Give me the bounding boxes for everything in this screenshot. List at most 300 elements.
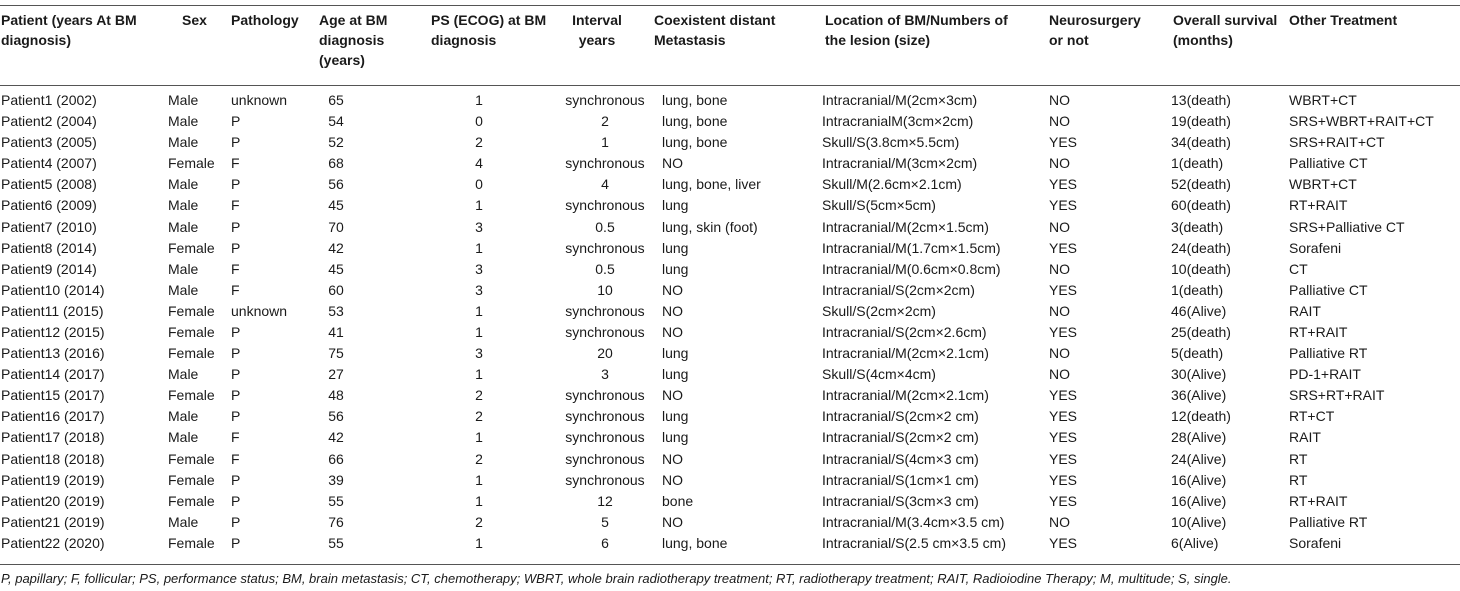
cell-treatment: RT+RAIT	[1289, 492, 1348, 509]
cell-location: Intracranial/M(2cm×1.5cm)	[822, 218, 989, 235]
cell-survival: 30(Alive)	[1171, 366, 1227, 383]
cell-age: 60	[328, 281, 344, 298]
cell-survival: 46(Alive)	[1171, 302, 1227, 319]
table-row	[0, 385, 1460, 406]
cell-pathology: P	[231, 387, 241, 404]
cell-sex: Male	[168, 366, 199, 383]
cell-ps-ecog: 1	[475, 197, 483, 214]
cell-interval: 2	[601, 113, 609, 130]
cell-sex: Female	[168, 492, 215, 509]
header-metastasis	[654, 10, 775, 50]
header-line: Patient (years At BM	[1, 12, 137, 28]
cell-sex: Male	[168, 429, 199, 446]
cell-metastasis: lung	[662, 239, 689, 256]
cell-ps-ecog: 3	[475, 345, 483, 362]
cell-interval: synchronous	[565, 92, 645, 108]
cell-neurosurgery: NO	[1049, 260, 1070, 277]
cell-patient: Patient13 (2016)	[1, 345, 105, 362]
cell-treatment: Palliative CT	[1289, 281, 1368, 298]
cell-interval: 10	[597, 281, 613, 298]
table-row	[0, 343, 1460, 364]
cell-pathology: P	[231, 513, 241, 530]
table-row	[0, 406, 1460, 427]
cell-patient: Patient6 (2009)	[1, 197, 97, 214]
cell-interval: synchronous	[565, 323, 645, 340]
cell-pathology: P	[231, 218, 241, 235]
cell-patient: Patient22 (2020)	[1, 534, 105, 551]
cell-interval: 0.5	[595, 260, 615, 277]
header-ps-ecog	[431, 10, 546, 50]
cell-treatment: RT	[1289, 471, 1308, 488]
cell-neurosurgery: YES	[1049, 471, 1078, 488]
cell-pathology: F	[231, 281, 240, 298]
header-sex	[182, 10, 207, 30]
header-patient	[1, 10, 137, 50]
cell-patient: Patient10 (2014)	[1, 281, 105, 298]
cell-patient: Patient16 (2017)	[1, 408, 105, 425]
cell-metastasis: lung	[662, 197, 689, 214]
cell-survival: 10(Alive)	[1171, 513, 1227, 530]
cell-treatment: PD-1+RAIT	[1289, 366, 1361, 383]
cell-treatment: RT+RAIT	[1289, 197, 1348, 214]
cell-treatment: RT+CT	[1289, 408, 1335, 425]
cell-ps-ecog: 1	[475, 323, 483, 340]
cell-interval: 4	[601, 176, 609, 193]
cell-treatment: RT+RAIT	[1289, 323, 1348, 340]
cell-ps-ecog: 3	[475, 281, 483, 298]
header-treatment	[1289, 10, 1397, 30]
cell-pathology: P	[231, 534, 241, 551]
cell-neurosurgery: YES	[1049, 408, 1078, 425]
table-header-row	[0, 10, 1460, 80]
cell-metastasis: lung, bone, liver	[662, 176, 761, 193]
cell-pathology: F	[231, 155, 240, 172]
table-row	[0, 90, 1460, 111]
cell-treatment: Palliative RT	[1289, 345, 1368, 362]
header-line: diagnosis	[431, 32, 497, 48]
cell-pathology: P	[231, 134, 241, 151]
table-row	[0, 280, 1460, 301]
header-line: PS (ECOG) at BM	[431, 12, 547, 28]
cell-interval: 20	[597, 345, 613, 362]
cell-age: 56	[328, 176, 344, 193]
cell-metastasis: lung, bone	[662, 92, 728, 108]
cell-neurosurgery: YES	[1049, 492, 1078, 509]
cell-location: Intracranial/S(2cm×2cm)	[822, 281, 975, 298]
cell-survival: 52(death)	[1171, 176, 1231, 193]
cell-survival: 1(death)	[1171, 155, 1224, 172]
cell-ps-ecog: 1	[475, 492, 483, 509]
cell-ps-ecog: 1	[475, 471, 483, 488]
cell-pathology: P	[231, 323, 241, 340]
cell-neurosurgery: YES	[1049, 197, 1078, 214]
cell-survival: 16(Alive)	[1171, 471, 1227, 488]
cell-treatment: SRS+RT+RAIT	[1289, 387, 1385, 404]
cell-pathology: F	[231, 260, 240, 277]
table-row	[0, 364, 1460, 385]
table-row	[0, 449, 1460, 470]
header-location	[825, 10, 1008, 50]
cell-age: 48	[328, 387, 344, 404]
cell-neurosurgery: YES	[1049, 134, 1078, 151]
cell-ps-ecog: 3	[475, 260, 483, 277]
cell-survival: 36(Alive)	[1171, 387, 1227, 404]
cell-neurosurgery: YES	[1049, 323, 1078, 340]
cell-interval: synchronous	[565, 408, 645, 425]
cell-survival: 28(Alive)	[1171, 429, 1227, 446]
cell-location: Skull/S(2cm×2cm)	[822, 302, 936, 319]
cell-patient: Patient19 (2019)	[1, 471, 105, 488]
cell-location: Intracranial/M(2cm×2.1cm)	[822, 387, 989, 404]
cell-sex: Male	[168, 218, 199, 235]
header-line: Pathology	[231, 12, 299, 28]
cell-sex: Male	[168, 113, 199, 130]
cell-patient: Patient15 (2017)	[1, 387, 105, 404]
cell-ps-ecog: 2	[475, 408, 483, 425]
cell-metastasis: lung, bone	[662, 113, 728, 130]
cell-location: Intracranial/S(3cm×3 cm)	[822, 492, 979, 509]
cell-ps-ecog: 1	[475, 429, 483, 446]
cell-age: 68	[328, 155, 344, 172]
cell-treatment: RT	[1289, 450, 1308, 467]
header-line: Metastasis	[654, 32, 726, 48]
cell-sex: Male	[168, 281, 199, 298]
cell-location: Skull/S(3.8cm×5.5cm)	[822, 134, 960, 151]
cell-pathology: unknown	[231, 302, 288, 319]
cell-age: 56	[328, 408, 344, 425]
header-line: Sex	[182, 12, 207, 28]
cell-age: 54	[328, 113, 344, 130]
table-row	[0, 217, 1460, 238]
cell-sex: Male	[168, 513, 199, 530]
cell-metastasis: lung	[662, 260, 689, 277]
cell-patient: Patient2 (2004)	[1, 113, 97, 130]
cell-neurosurgery: NO	[1049, 113, 1070, 130]
cell-age: 52	[328, 134, 344, 151]
cell-ps-ecog: 0	[475, 176, 483, 193]
cell-treatment: Palliative CT	[1289, 155, 1368, 172]
cell-treatment: WBRT+CT	[1289, 92, 1357, 108]
cell-age: 53	[328, 302, 344, 319]
header-line: (months)	[1173, 32, 1233, 48]
cell-patient: Patient17 (2018)	[1, 429, 105, 446]
cell-survival: 6(Alive)	[1171, 534, 1219, 551]
cell-neurosurgery: YES	[1049, 450, 1078, 467]
cell-age: 66	[328, 450, 344, 467]
cell-age: 39	[328, 471, 344, 488]
cell-interval: synchronous	[565, 429, 645, 446]
cell-sex: Female	[168, 302, 215, 319]
cell-age: 70	[328, 218, 344, 235]
table-header-rule	[0, 85, 1460, 86]
cell-interval: synchronous	[565, 302, 645, 319]
cell-pathology: P	[231, 408, 241, 425]
cell-location: Intracranial/M(3.4cm×3.5 cm)	[822, 513, 1005, 530]
header-line: the lesion (size)	[825, 32, 931, 48]
cell-interval: synchronous	[565, 450, 645, 467]
cell-neurosurgery: NO	[1049, 155, 1070, 172]
header-line: (years)	[319, 52, 365, 68]
cell-ps-ecog: 3	[475, 218, 483, 235]
cell-treatment: CT	[1289, 260, 1308, 277]
cell-metastasis: lung, skin (foot)	[662, 218, 758, 235]
cell-survival: 3(death)	[1171, 218, 1224, 235]
cell-metastasis: NO	[662, 387, 683, 404]
cell-age: 75	[328, 345, 344, 362]
header-line: Coexistent distant	[654, 12, 776, 28]
cell-location: Intracranial/M(1.7cm×1.5cm)	[822, 239, 1001, 256]
header-neurosurgery	[1049, 10, 1141, 50]
cell-sex: Male	[168, 260, 199, 277]
cell-pathology: P	[231, 345, 241, 362]
cell-treatment: Palliative RT	[1289, 513, 1368, 530]
table-footnote: P, papillary; F, follicular; PS, performance status; BM, brain metastasis; CT, chemotherapy; WBRT, whole brain radiotherapy treatment; RT, radiotherapy treatment; RAIT, Radioiodine Therapy; M, multitude; S, single.	[1, 571, 1232, 586]
cell-metastasis: lung	[662, 408, 689, 425]
cell-survival: 13(death)	[1171, 92, 1231, 108]
header-survival	[1173, 10, 1277, 50]
cell-age: 45	[328, 260, 344, 277]
cell-interval: synchronous	[565, 197, 645, 214]
cell-age: 55	[328, 492, 344, 509]
cell-patient: Patient3 (2005)	[1, 134, 97, 151]
cell-location: IntracranialM(3cm×2cm)	[822, 113, 974, 130]
cell-age: 27	[328, 366, 344, 383]
cell-pathology: P	[231, 239, 241, 256]
cell-treatment: SRS+RAIT+CT	[1289, 134, 1385, 151]
cell-neurosurgery: NO	[1049, 302, 1070, 319]
table-row	[0, 512, 1460, 533]
cell-sex: Female	[168, 387, 215, 404]
header-line: diagnosis)	[1, 32, 72, 48]
cell-metastasis: NO	[662, 513, 683, 530]
header-line: Age at BM	[319, 12, 388, 28]
cell-interval: synchronous	[565, 155, 645, 172]
cell-survival: 34(death)	[1171, 134, 1231, 151]
cell-survival: 24(Alive)	[1171, 450, 1227, 467]
table-row	[0, 301, 1460, 322]
header-line: Other Treatment	[1289, 12, 1398, 28]
cell-location: Intracranial/S(1cm×1 cm)	[822, 471, 979, 488]
cell-neurosurgery: YES	[1049, 281, 1078, 298]
cell-ps-ecog: 1	[475, 366, 483, 383]
cell-sex: Male	[168, 408, 199, 425]
cell-metastasis: lung	[662, 345, 689, 362]
cell-interval: synchronous	[565, 471, 645, 488]
cell-patient: Patient8 (2014)	[1, 239, 97, 256]
cell-sex: Female	[168, 323, 215, 340]
cell-interval: synchronous	[565, 387, 645, 404]
cell-survival: 1(death)	[1171, 281, 1224, 298]
cell-patient: Patient1 (2002)	[1, 92, 97, 108]
cell-survival: 25(death)	[1171, 323, 1231, 340]
cell-location: Intracranial/S(2cm×2 cm)	[822, 408, 979, 425]
cell-ps-ecog: 4	[475, 155, 483, 172]
table-row	[0, 238, 1460, 259]
cell-survival: 5(death)	[1171, 345, 1224, 362]
cell-patient: Patient11 (2015)	[1, 302, 104, 319]
header-line: Neurosurgery	[1049, 12, 1141, 28]
cell-metastasis: NO	[662, 450, 683, 467]
table-row	[0, 427, 1460, 448]
cell-metastasis: NO	[662, 302, 683, 319]
cell-age: 42	[328, 239, 344, 256]
cell-survival: 19(death)	[1171, 113, 1231, 130]
cell-sex: Female	[168, 450, 215, 467]
table-row	[0, 470, 1460, 491]
cell-patient: Patient4 (2007)	[1, 155, 97, 172]
table-row	[0, 132, 1460, 153]
header-line: Interval	[572, 12, 622, 28]
cell-pathology: P	[231, 366, 241, 383]
cell-location: Intracranial/S(2cm×2 cm)	[822, 429, 979, 446]
cell-neurosurgery: NO	[1049, 345, 1070, 362]
cell-metastasis: NO	[662, 281, 683, 298]
cell-treatment: RAIT	[1289, 429, 1321, 446]
header-line: Overall survival	[1173, 12, 1278, 28]
cell-survival: 24(death)	[1171, 239, 1231, 256]
cell-sex: Male	[168, 134, 199, 151]
cell-metastasis: lung, bone	[662, 134, 728, 151]
cell-pathology: P	[231, 471, 241, 488]
cell-ps-ecog: 2	[475, 387, 483, 404]
header-line: years	[578, 32, 616, 48]
cell-patient: Patient14 (2017)	[1, 366, 105, 383]
cell-metastasis: lung	[662, 366, 689, 383]
table-row	[0, 111, 1460, 132]
cell-ps-ecog: 1	[475, 534, 483, 551]
cell-age: 76	[328, 513, 344, 530]
cell-ps-ecog: 2	[475, 450, 483, 467]
cell-neurosurgery: NO	[1049, 92, 1070, 108]
cell-treatment: Sorafeni	[1289, 239, 1342, 256]
cell-sex: Female	[168, 345, 215, 362]
cell-pathology: P	[231, 113, 241, 130]
table-row	[0, 153, 1460, 174]
cell-patient: Patient9 (2014)	[1, 260, 97, 277]
cell-treatment: WBRT+CT	[1289, 176, 1357, 193]
cell-patient: Patient21 (2019)	[1, 513, 105, 530]
table-row	[0, 533, 1460, 554]
header-age	[319, 10, 387, 70]
header-pathology	[231, 10, 299, 30]
cell-interval: synchronous	[565, 239, 645, 256]
cell-ps-ecog: 0	[475, 113, 483, 130]
cell-survival: 10(death)	[1171, 260, 1231, 277]
cell-metastasis: lung	[662, 429, 689, 446]
cell-sex: Female	[168, 155, 215, 172]
cell-pathology: unknown	[231, 92, 288, 108]
cell-metastasis: bone	[662, 492, 694, 509]
header-line: diagnosis	[319, 32, 385, 48]
cell-metastasis: NO	[662, 471, 683, 488]
cell-sex: Male	[168, 176, 199, 193]
cell-ps-ecog: 1	[475, 239, 483, 256]
cell-metastasis: NO	[662, 323, 683, 340]
cell-pathology: P	[231, 176, 241, 193]
cell-survival: 60(death)	[1171, 197, 1231, 214]
cell-age: 65	[328, 92, 344, 108]
cell-ps-ecog: 1	[475, 92, 483, 108]
cell-ps-ecog: 2	[475, 513, 483, 530]
cell-neurosurgery: YES	[1049, 239, 1078, 256]
cell-neurosurgery: YES	[1049, 429, 1078, 446]
cell-location: Intracranial/M(0.6cm×0.8cm)	[822, 260, 1001, 277]
cell-treatment: RAIT	[1289, 302, 1321, 319]
cell-patient: Patient12 (2015)	[1, 323, 105, 340]
cell-neurosurgery: YES	[1049, 534, 1078, 551]
cell-patient: Patient20 (2019)	[1, 492, 105, 509]
header-interval	[572, 10, 622, 50]
cell-interval: 12	[597, 492, 613, 509]
table-bottom-rule	[0, 564, 1460, 565]
cell-sex: Female	[168, 471, 215, 488]
table-top-rule	[0, 5, 1460, 6]
cell-pathology: P	[231, 492, 241, 509]
table-row	[0, 174, 1460, 195]
cell-pathology: F	[231, 429, 240, 446]
cell-neurosurgery: NO	[1049, 218, 1070, 235]
cell-location: Intracranial/S(2.5 cm×3.5 cm)	[822, 534, 1007, 551]
cell-treatment: SRS+WBRT+RAIT+CT	[1289, 113, 1434, 130]
cell-location: Intracranial/M(2cm×3cm)	[822, 92, 978, 108]
cell-sex: Male	[168, 92, 199, 108]
cell-patient: Patient18 (2018)	[1, 450, 105, 467]
cell-sex: Male	[168, 197, 199, 214]
cell-location: Skull/S(5cm×5cm)	[822, 197, 936, 214]
table-row	[0, 491, 1460, 512]
cell-survival: 12(death)	[1171, 408, 1231, 425]
cell-interval: 5	[601, 513, 609, 530]
cell-metastasis: lung, bone	[662, 534, 728, 551]
cell-survival: 16(Alive)	[1171, 492, 1227, 509]
cell-pathology: F	[231, 450, 240, 467]
cell-metastasis: NO	[662, 155, 683, 172]
cell-age: 41	[328, 323, 344, 340]
cell-interval: 0.5	[595, 218, 615, 235]
table-row	[0, 259, 1460, 280]
cell-ps-ecog: 1	[475, 302, 483, 319]
cell-pathology: F	[231, 197, 240, 214]
cell-age: 42	[328, 429, 344, 446]
cell-neurosurgery: YES	[1049, 387, 1078, 404]
cell-ps-ecog: 2	[475, 134, 483, 151]
cell-age: 55	[328, 534, 344, 551]
cell-location: Skull/M(2.6cm×2.1cm)	[822, 176, 962, 193]
cell-location: Intracranial/M(2cm×2.1cm)	[822, 345, 989, 362]
cell-sex: Female	[168, 534, 215, 551]
cell-patient: Patient5 (2008)	[1, 176, 97, 193]
cell-interval: 6	[601, 534, 609, 551]
cell-age: 45	[328, 197, 344, 214]
cell-treatment: Sorafeni	[1289, 534, 1342, 551]
cell-interval: 1	[601, 134, 609, 151]
cell-location: Intracranial/S(4cm×3 cm)	[822, 450, 979, 467]
header-line: Location of BM/Numbers of	[825, 12, 1008, 28]
header-line: or not	[1049, 32, 1089, 48]
cell-neurosurgery: YES	[1049, 176, 1078, 193]
table-row	[0, 322, 1460, 343]
cell-patient: Patient7 (2010)	[1, 218, 97, 235]
cell-sex: Female	[168, 239, 215, 256]
cell-treatment: SRS+Palliative CT	[1289, 218, 1405, 235]
table-row	[0, 195, 1460, 216]
cell-interval: 3	[601, 366, 609, 383]
cell-location: Skull/S(4cm×4cm)	[822, 366, 936, 383]
cell-neurosurgery: NO	[1049, 366, 1070, 383]
cell-location: Intracranial/M(3cm×2cm)	[822, 155, 978, 172]
cell-location: Intracranial/S(2cm×2.6cm)	[822, 323, 987, 340]
cell-neurosurgery: NO	[1049, 513, 1070, 530]
